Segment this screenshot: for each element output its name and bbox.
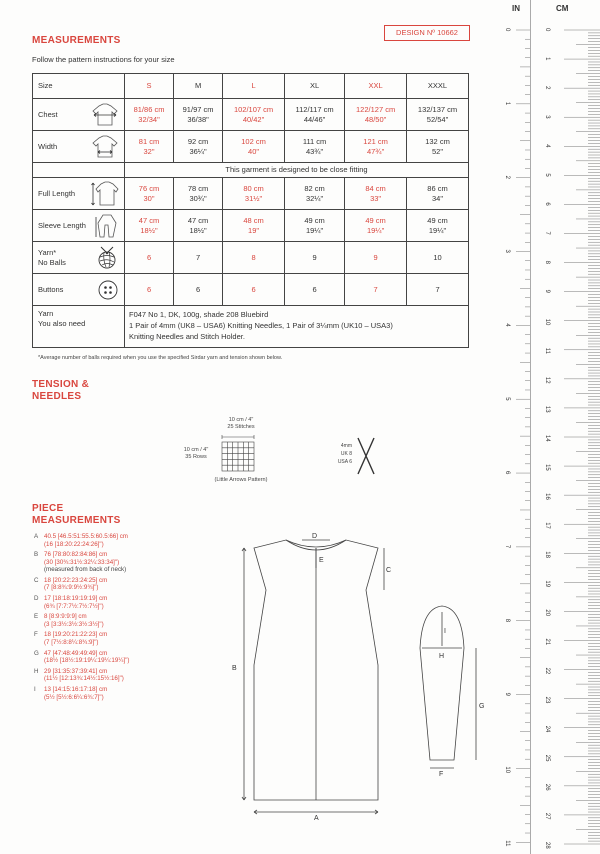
inch-label: 5 — [504, 397, 510, 401]
size-s: S — [125, 74, 174, 99]
cm-label: 8 — [544, 260, 550, 264]
piece-line: (5½ [5½:6:6¼:6¾:7]") — [44, 693, 104, 701]
length-xxxl-in: 34" — [432, 193, 444, 203]
width-xxxl-in: 52" — [432, 146, 444, 156]
piece-line: 29 [31:35:37:39:41] cm — [44, 667, 108, 675]
sleeve-l-in: 19" — [248, 225, 260, 235]
sleeve-xl-in: 19¼" — [305, 225, 324, 235]
width-xxxl-cm: 132 cm — [425, 136, 450, 146]
sleeve-xxl-in: 19¼" — [366, 225, 385, 235]
needles-line-1: 1 Pair of 4mm (UK8 – USA6) Knitting Needles, 1 Pair of 3¼mm (UK10 – USA3) — [129, 321, 393, 330]
piece-letter: E — [34, 613, 39, 621]
full-length-label: Full Length — [38, 188, 76, 198]
width-s-in: 32" — [143, 146, 155, 156]
piece-letter: I — [34, 686, 36, 693]
cm-label: 5 — [544, 173, 550, 177]
length-m-cm: 78 cm — [187, 183, 209, 193]
yarn-label: Yarn* — [38, 247, 57, 257]
piece-line: 8 [8:9:9:9:9] cm — [44, 613, 87, 621]
cm-label: 17 — [544, 522, 550, 529]
label-g: G — [479, 703, 485, 710]
cm-label: 2 — [544, 86, 550, 90]
inch-label: 7 — [504, 544, 510, 549]
size-xl: XL — [284, 74, 344, 99]
cm-label: 9 — [544, 289, 550, 293]
piece-line: (measured from back of neck) — [44, 566, 127, 574]
tension-stitches: 10 cm / 4" 25 Stitches — [227, 417, 255, 430]
cm-label: 23 — [544, 696, 550, 704]
piece-measurements-title: PIECE MEASUREMENTS — [32, 503, 121, 526]
inch-label: 10 — [504, 766, 510, 774]
piece-line: (18½ [18½:19:19¼:19¼:19¼]") — [44, 657, 130, 665]
length-s-cm: 76 cm — [138, 183, 160, 193]
width-m-in: 36¼" — [189, 146, 207, 156]
cm-label: 19 — [544, 580, 550, 588]
cm-label: 21 — [544, 638, 550, 646]
inch-label: 4 — [504, 323, 510, 327]
cm-label: 15 — [544, 464, 550, 471]
chest-xl-in: 44/46" — [303, 114, 326, 124]
length-xxxl-cm: 86 cm — [427, 183, 448, 193]
also-need-label: You also need — [38, 319, 86, 328]
needle-size-labels: 4mm UK 8 USA 6 — [337, 443, 352, 465]
inch-label: 0 — [504, 28, 510, 32]
inch-label: 11 — [504, 840, 510, 847]
sleeve-m-in: 18½" — [189, 225, 207, 235]
yarn-description: F047 No 1, DK, 100g, shade 208 Bluebird — [129, 310, 269, 319]
size-m: M — [174, 74, 223, 99]
balls-xxxl: 10 — [407, 242, 469, 274]
inch-label: 9 — [504, 692, 510, 696]
buttons-xl: 6 — [284, 274, 344, 306]
sleeve-xxxl-cm: 49 cm — [427, 215, 448, 225]
piece-line: 18 [20:22:23:24:25] cm — [44, 576, 108, 584]
piece-letter: D — [34, 595, 39, 603]
tension-rows: 10 cm / 4" 35 Rows — [183, 447, 209, 460]
sleeve-s-in: 18½" — [140, 225, 158, 235]
balls-m: 7 — [174, 242, 223, 274]
chest-s-in: 32/34" — [138, 114, 160, 124]
buttons-label: Buttons — [38, 284, 64, 294]
piece-line: 40.5 [46.5:51:55.5:60.5:66] cm — [44, 533, 128, 540]
label-e: E — [319, 557, 324, 564]
ruler-cm-label: CM — [556, 4, 569, 13]
size-xxl: XXL — [345, 74, 407, 99]
piece-line: 17 [18:18:19:19:19] cm — [44, 595, 108, 603]
length-m-in: 30¾" — [189, 193, 207, 203]
chest-m-in: 36/38" — [187, 114, 209, 124]
piece-letter: F — [34, 631, 38, 639]
buttons-m: 6 — [174, 274, 223, 306]
no-balls-label: No Balls — [38, 257, 66, 267]
needles-line-2: Knitting Needles and Stitch Holder. — [129, 332, 245, 341]
piece-line: 47 [47:48:49:49:49] cm — [44, 649, 108, 657]
buttons-s: 6 — [125, 274, 174, 306]
cm-label: 26 — [544, 783, 550, 791]
piece-letter: G — [34, 649, 39, 657]
width-l-cm: 102 cm — [241, 136, 266, 146]
cm-label: 12 — [544, 376, 550, 384]
sleeve-l-cm: 48 cm — [243, 215, 264, 225]
inch-label: 1 — [504, 101, 510, 106]
chest-label: Chest — [38, 109, 58, 119]
tension-pattern-label: (Little Arrows Pattern) — [214, 477, 268, 483]
label-a: A — [314, 815, 319, 822]
cm-label: 28 — [544, 842, 550, 849]
yarn-head: Yarn — [38, 309, 54, 318]
balls-footnote: *Average number of balls required when you use the specified Sirdar yarn and tension shown below. — [38, 355, 283, 361]
cm-label: 13 — [544, 405, 550, 413]
size-l: L — [223, 74, 285, 99]
measurements-title: MEASUREMENTS — [32, 35, 121, 46]
size-xxxl: XXXL — [407, 74, 469, 99]
chest-xxl-in: 48/50" — [364, 114, 387, 124]
chest-s-cm: 81/86 cm — [133, 104, 165, 114]
cm-label: 20 — [544, 609, 550, 617]
piece-line: (6¾ [7:7:7½:7½:7½]") — [44, 602, 104, 610]
piece-letter: H — [34, 667, 39, 675]
length-xl-cm: 82 cm — [304, 183, 325, 193]
sleeve-label: Sleeve Length — [38, 220, 86, 230]
length-xl-in: 32¼" — [305, 193, 324, 203]
chest-l-in: 40/42" — [242, 114, 265, 124]
sleeve-s-cm: 47 cm — [138, 215, 160, 225]
cm-label: 24 — [544, 725, 550, 733]
fit-note: This garment is designed to be close fitting — [125, 163, 469, 178]
width-l-in: 40" — [248, 146, 260, 156]
cm-label: 0 — [544, 28, 550, 32]
inch-label: 2 — [504, 175, 510, 180]
cm-label: 4 — [544, 144, 550, 148]
width-xxl-cm: 121 cm — [363, 136, 388, 146]
label-i: I — [444, 628, 446, 635]
length-l-cm: 80 cm — [243, 183, 264, 193]
chest-xl-cm: 112/117 cm — [295, 104, 334, 114]
chest-xxxl-in: 52/54" — [426, 114, 449, 124]
length-xxl-cm: 84 cm — [365, 183, 386, 193]
inch-label: 8 — [504, 618, 510, 623]
width-s-cm: 81 cm — [138, 136, 160, 146]
piece-line: (11½ [12:13¾:14½:15½:16]") — [44, 675, 124, 683]
piece-letter: C — [34, 576, 39, 584]
piece-line: 18 [19:20:21:22:23] cm — [44, 631, 108, 639]
label-d: D — [312, 533, 318, 540]
width-label: Width — [38, 141, 58, 151]
chest-l-cm: 102/107 cm — [233, 104, 274, 114]
cm-label: 18 — [544, 551, 550, 558]
piece-line: 76 [78:80:82:84:86] cm — [44, 551, 108, 559]
inch-label: 3 — [504, 249, 510, 253]
design-number: DESIGN Nº 10662 — [384, 25, 470, 41]
piece-letter: B — [34, 551, 39, 559]
length-l-in: 31½" — [244, 193, 263, 203]
cm-label: 10 — [544, 318, 550, 326]
buttons-l: 6 — [223, 274, 285, 306]
cm-label: 6 — [544, 202, 550, 206]
balls-l: 8 — [223, 242, 285, 274]
cm-label: 25 — [544, 754, 550, 762]
cm-label: 1 — [544, 57, 550, 61]
balls-xxl: 9 — [345, 242, 407, 274]
piece-line: (30 [30¾:31½:32¼:33:34]") — [44, 558, 120, 566]
piece-line: (16 [18:20:22:24:26]") — [44, 540, 104, 548]
chest-m-cm: 91/97 cm — [182, 104, 214, 114]
ruler-in-label: IN — [512, 4, 520, 13]
length-s-in: 30" — [143, 193, 155, 203]
piece-line: (7 [7½:8:8¼:8¾:9]") — [44, 638, 99, 646]
cm-label: 3 — [544, 115, 550, 119]
cm-label: 7 — [544, 231, 550, 235]
piece-line: (3 [3:3½:3½:3½:3½]") — [44, 620, 104, 628]
width-m-cm: 92 cm — [187, 136, 209, 146]
tension-title: TENSION & NEEDLES — [32, 379, 90, 402]
cm-label: 27 — [544, 812, 550, 820]
chest-xxxl-cm: 132/137 cm — [417, 104, 458, 114]
cm-label: 14 — [544, 435, 550, 442]
sleeve-m-cm: 47 cm — [187, 215, 209, 225]
buttons-xxxl: 7 — [407, 274, 469, 306]
buttons-xxl: 7 — [345, 274, 407, 306]
length-xxl-in: 33" — [370, 193, 382, 203]
size-instruction: Follow the pattern instructions for your size — [32, 55, 175, 64]
piece-line: 13 [14:15:16:17:18] cm — [44, 686, 108, 693]
label-b: B — [232, 665, 237, 672]
cm-label: 22 — [544, 667, 550, 675]
label-c: C — [386, 567, 392, 574]
balls-s: 6 — [125, 242, 174, 274]
piece-letter: A — [34, 533, 39, 540]
inch-label: 6 — [504, 471, 510, 475]
cm-label: 16 — [544, 493, 550, 500]
sleeve-xxl-cm: 49 cm — [365, 215, 386, 225]
width-xxl-in: 47¾" — [366, 146, 385, 156]
cm-label: 11 — [544, 347, 550, 355]
piece-line: (7 [8:8¾:9:9½:9¾]") — [44, 584, 99, 592]
chest-xxl-cm: 122/127 cm — [356, 104, 396, 114]
size-label: Size — [33, 74, 125, 99]
balls-xl: 9 — [284, 242, 344, 274]
sleeve-xxxl-in: 19¼" — [428, 225, 447, 235]
label-h: H — [439, 653, 445, 660]
label-f: F — [439, 771, 444, 778]
width-xl-cm: 111 cm — [302, 136, 327, 146]
sleeve-xl-cm: 49 cm — [304, 215, 325, 225]
width-xl-in: 43¾" — [305, 146, 324, 156]
